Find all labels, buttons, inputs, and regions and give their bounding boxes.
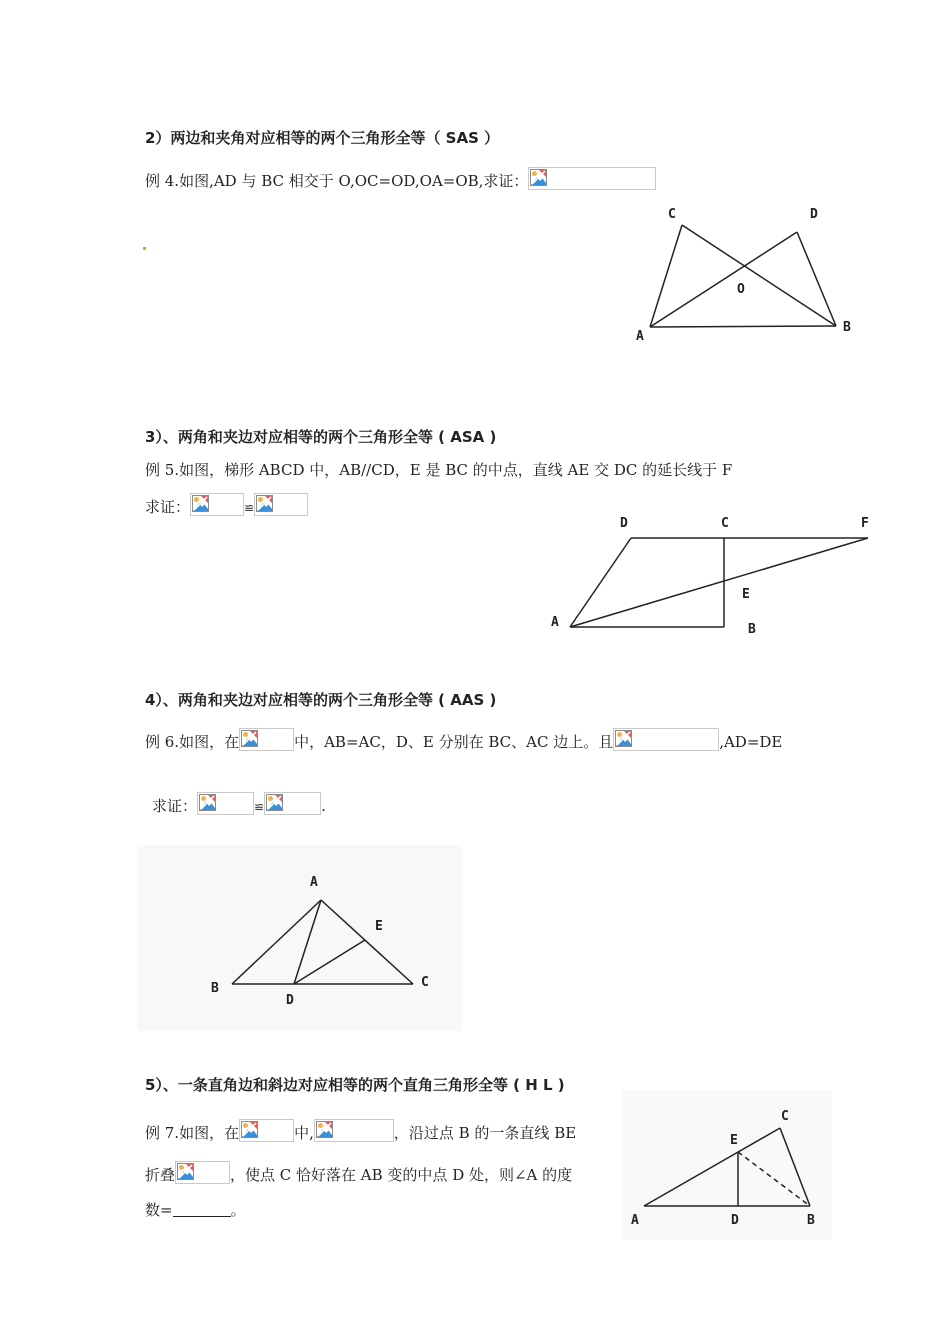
image-placeholder — [314, 1119, 394, 1142]
image-placeholder — [239, 728, 294, 751]
label-b: B — [211, 981, 219, 996]
sentence-end: . — [321, 797, 326, 815]
section-3-heading: 3）、两角和夹边对应相等的两个三角形全等 ( ASA ) — [145, 428, 497, 446]
broken-image-icon — [266, 794, 283, 811]
prove-label: 求证： — [152, 797, 198, 815]
section-2-heading: 2）两边和夹角对应相等的两个三角形全等（ SAS ） — [145, 129, 500, 147]
image-placeholder — [175, 1161, 230, 1184]
image-placeholder — [197, 792, 254, 815]
broken-image-icon — [256, 495, 273, 512]
label-a: A — [636, 329, 644, 344]
label-e: E — [375, 919, 383, 934]
label-c: C — [781, 1109, 789, 1124]
label-c: C — [668, 207, 676, 222]
example-4-statement: 例 4.如图,AD 与 BC 相交于 O,OC=OD,OA=OB,求证： — [145, 172, 529, 190]
example-6-part-1: 例 6.如图，在 — [145, 733, 240, 751]
image-placeholder — [239, 1119, 294, 1142]
broken-image-icon — [316, 1121, 333, 1138]
example-7-part-1: 例 7.如图，在 — [145, 1124, 240, 1142]
broken-image-icon — [192, 495, 209, 512]
broken-image-icon — [199, 794, 216, 811]
broken-image-icon — [177, 1163, 194, 1180]
figure-example-5 — [540, 508, 880, 638]
label-d: D — [810, 207, 818, 222]
answer-blank[interactable] — [173, 1202, 231, 1217]
example-7-part-3: ，沿过点 B 的一条直线 BE — [393, 1124, 577, 1142]
congruent-symbol: ≌ — [254, 800, 265, 814]
label-a: A — [631, 1213, 639, 1228]
example-7-line-2 — [145, 1161, 572, 1185]
image-placeholder — [528, 167, 656, 190]
section-5-heading: 5）、一条直角边和斜边对应相等的两个直角三角形全等 ( H L ) — [145, 1076, 565, 1094]
broken-image-icon — [615, 730, 632, 747]
congruent-symbol: ≌ — [244, 501, 255, 515]
stray-dot — [143, 247, 146, 250]
label-e: E — [730, 1133, 738, 1148]
label-a: A — [310, 875, 318, 890]
example-6-part-3: ,AD=DE — [719, 733, 783, 751]
example-7-line-3 — [145, 1199, 246, 1220]
label-d: D — [286, 993, 294, 1008]
example-4-text — [145, 167, 656, 191]
broken-image-icon — [241, 1121, 258, 1138]
image-placeholder — [264, 792, 321, 815]
example-6-text — [145, 728, 782, 752]
example-7-part-7: 。 — [230, 1201, 246, 1219]
prove-label: 求证： — [145, 498, 191, 516]
label-d: D — [731, 1213, 739, 1228]
example-7-part-5: ，使点 C 恰好落在 AB 变的中点 D 处，则∠A 的度 — [230, 1166, 573, 1184]
example-6-part-2: 中，AB=AC，D、E 分别在 BC、AC 边上。且 — [294, 733, 614, 751]
label-o: O — [737, 282, 745, 297]
figure-example-7 — [622, 1100, 837, 1235]
image-placeholder — [254, 493, 308, 516]
image-placeholder — [613, 728, 719, 751]
label-b: B — [748, 622, 756, 637]
label-d: D — [620, 516, 628, 531]
label-a: A — [551, 615, 559, 630]
broken-image-icon — [241, 730, 258, 747]
section-4-heading: 4）、两角和夹边对应相等的两个三角形全等 ( AAS ) — [145, 691, 497, 709]
figure-example-4 — [600, 195, 880, 355]
label-e: E — [742, 587, 750, 602]
broken-image-icon — [530, 169, 547, 186]
label-b: B — [843, 320, 851, 335]
label-c: C — [421, 975, 429, 990]
example-7-part-6: 数= — [145, 1201, 173, 1219]
example-5-prove-line — [145, 493, 308, 517]
example-7-line-1 — [145, 1119, 576, 1143]
label-b: B — [807, 1213, 815, 1228]
example-7-part-4: 折叠 — [145, 1166, 176, 1184]
example-6-prove-line — [152, 792, 326, 816]
label-c: C — [721, 516, 729, 531]
figure-example-6 — [200, 868, 440, 1013]
label-f: F — [861, 516, 869, 531]
example-5-statement: 例 5.如图，梯形 ABCD 中，AB//CD，E 是 BC 的中点，直线 AE 交 DC 的延长线于 F — [145, 461, 733, 479]
example-7-part-2: 中, — [294, 1124, 314, 1142]
image-placeholder — [190, 493, 244, 516]
